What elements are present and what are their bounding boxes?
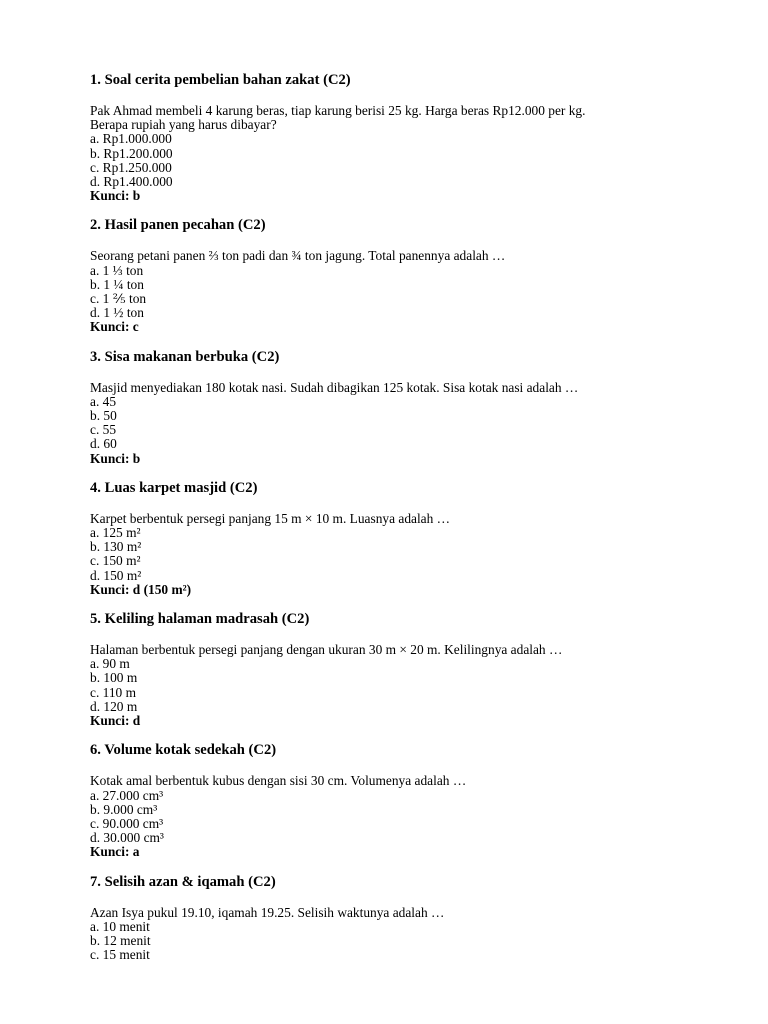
question-text: Halaman berbentuk persegi panjang dengan ukuran 30 m × 20 m. Kelilingnya adalah … xyxy=(90,642,563,658)
answer-option: c. 15 menit xyxy=(90,947,150,963)
answer-options xyxy=(90,132,678,189)
answer-key: Kunci: a xyxy=(90,844,140,860)
answer-option: c. 55 xyxy=(90,422,117,438)
question-title: 3. Sisa makanan berbuka (C2) xyxy=(90,348,280,365)
answer-option: b. 50 xyxy=(90,408,117,424)
answer-key: Kunci: b xyxy=(90,450,141,466)
question-text: Pak Ahmad membeli 4 karung beras, tiap karung berisi 25 kg. Harga beras Rp12.000 per kg. xyxy=(90,103,586,118)
question-block xyxy=(90,874,678,963)
answer-option: d. 1 ½ ton xyxy=(90,305,144,321)
question-block xyxy=(90,349,678,466)
answer-option: c. 1 ⅖ ton xyxy=(90,291,147,307)
question-title: 6. Volume kotak sedekah (C2) xyxy=(90,742,277,759)
answer-option: a. 27.000 cm³ xyxy=(90,787,164,803)
answer-option: c. 110 m xyxy=(90,684,136,700)
answer-options xyxy=(90,920,678,963)
answer-option: a. 1 ⅓ ton xyxy=(90,262,144,278)
answer-option: d. 30.000 cm³ xyxy=(90,830,164,846)
answer-option: b. 9.000 cm³ xyxy=(90,801,158,817)
question-text: Azan Isya pukul 19.10, iqamah 19.25. Selisih waktunya adalah … xyxy=(90,904,445,920)
answer-key: Kunci: d (150 m²) xyxy=(90,581,192,597)
question-text: Berapa rupiah yang harus dibayar? xyxy=(90,117,277,133)
answer-option: d. 120 m xyxy=(90,698,138,714)
answer-option: a. 45 xyxy=(90,393,117,409)
question-block xyxy=(90,742,678,859)
answer-option: a. 90 m xyxy=(90,656,130,672)
answer-option: a. 125 m² xyxy=(90,525,141,541)
answer-options xyxy=(90,657,678,714)
answer-key: Kunci: d xyxy=(90,713,141,729)
answer-option: d. 150 m² xyxy=(90,567,142,583)
answer-option: a. Rp1.000.000 xyxy=(90,131,172,147)
answer-option: c. 90.000 cm³ xyxy=(90,815,164,831)
answer-key: Kunci: c xyxy=(90,319,139,335)
question-block xyxy=(90,72,678,203)
answer-option: b. 100 m xyxy=(90,670,138,686)
answer-option: b. 1 ¼ ton xyxy=(90,276,144,292)
answer-key: Kunci: b xyxy=(90,188,141,204)
answer-option: b. Rp1.200.000 xyxy=(90,145,173,161)
question-title: 1. Soal cerita pembelian bahan zakat (C2) xyxy=(90,72,351,88)
question-block xyxy=(90,217,678,334)
question-text: Kotak amal berbentuk kubus dengan sisi 30 cm. Volumenya adalah … xyxy=(90,773,467,789)
answer-option: d. 60 xyxy=(90,436,117,452)
answer-option: d. Rp1.400.000 xyxy=(90,174,173,190)
question-title: 7. Selisih azan & iqamah (C2) xyxy=(90,873,276,890)
answer-option: b. 12 menit xyxy=(90,932,151,948)
question-block xyxy=(90,480,678,597)
answer-option: c. Rp1.250.000 xyxy=(90,159,172,175)
question-title: 4. Luas karpet masjid (C2) xyxy=(90,479,258,496)
question-title: 2. Hasil panen pecahan (C2) xyxy=(90,217,266,234)
question-title: 5. Keliling halaman madrasah (C2) xyxy=(90,611,310,628)
answer-option: b. 130 m² xyxy=(90,539,142,555)
question-text: Seorang petani panen ⅔ ton padi dan ¾ ton jagung. Total panennya adalah … xyxy=(90,248,506,264)
answer-options xyxy=(90,264,678,321)
answer-option: c. 150 m² xyxy=(90,553,141,569)
answer-options xyxy=(90,526,678,583)
question-text: Karpet berbentuk persegi panjang 15 m × 10 m. Luasnya adalah … xyxy=(90,510,451,526)
question-text: Masjid menyediakan 180 kotak nasi. Sudah dibagikan 125 kotak. Sisa kotak nasi adalah … xyxy=(90,379,579,395)
answer-options xyxy=(90,395,678,452)
answer-options xyxy=(90,789,678,846)
answer-option: a. 10 menit xyxy=(90,918,150,934)
question-block xyxy=(90,611,678,728)
